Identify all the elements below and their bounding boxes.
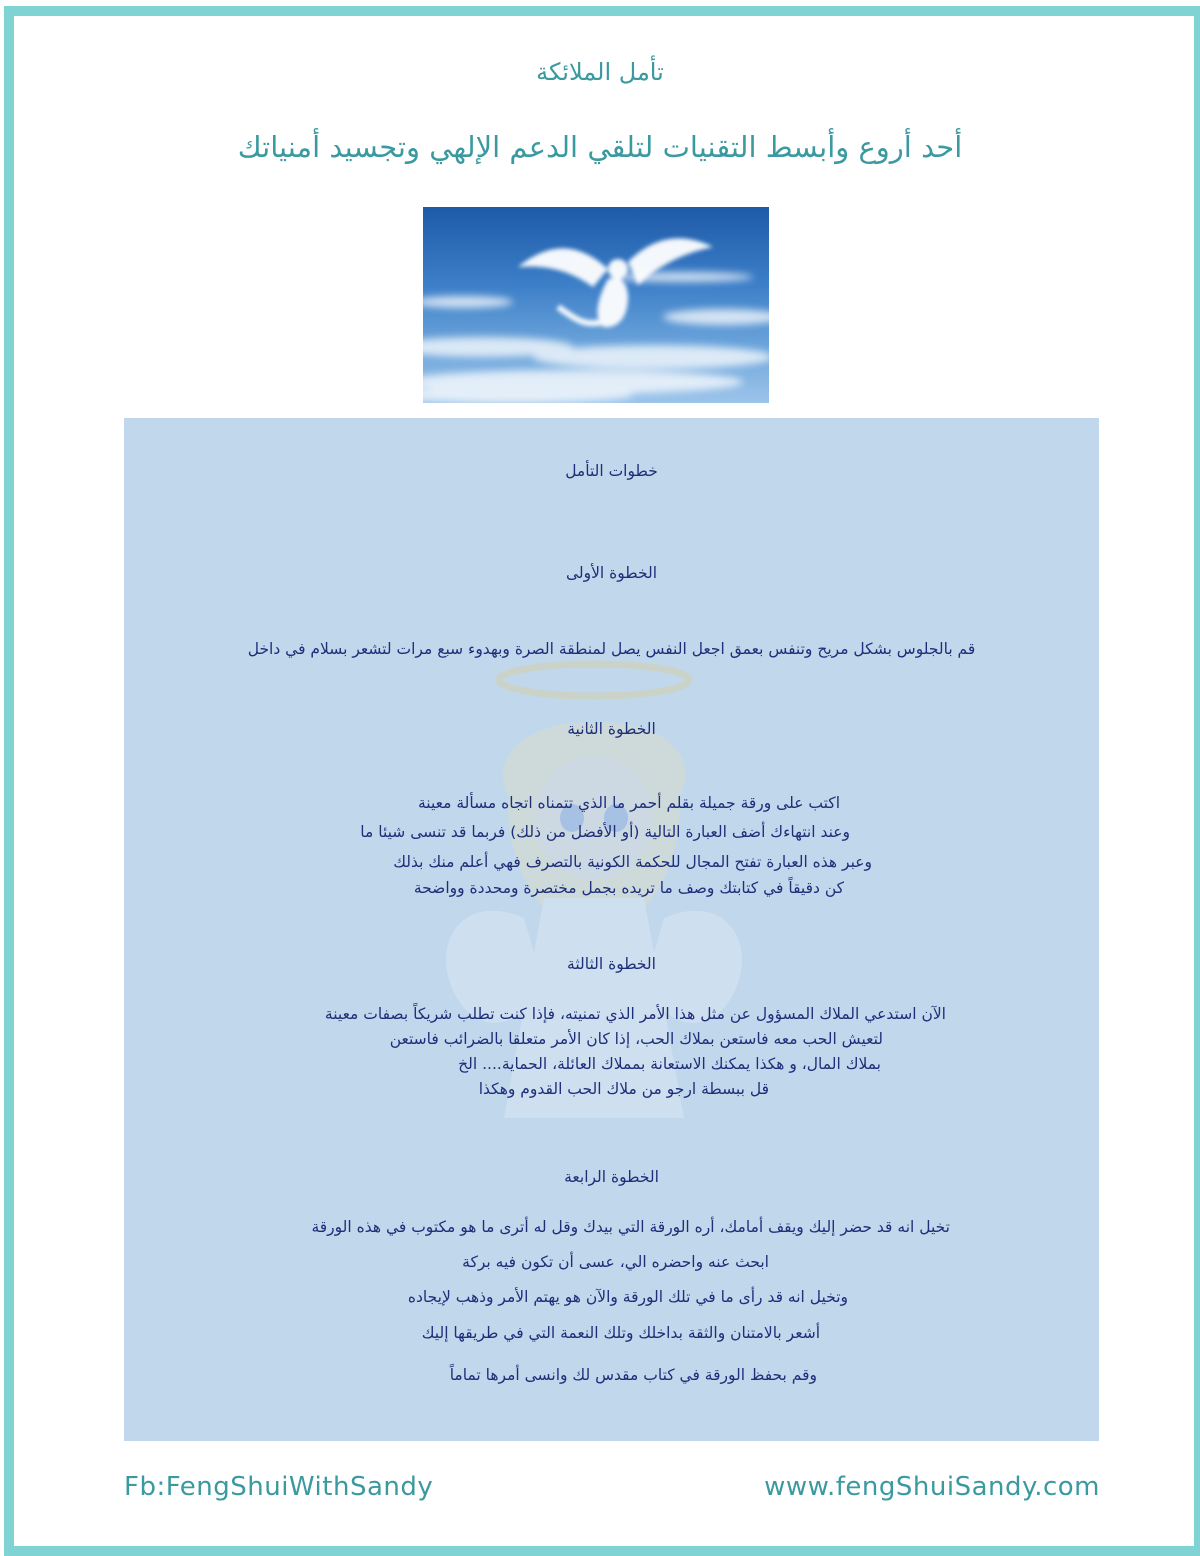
step1-text: قم بالجلوس بشكل مريح وتنفس بعمق اجعل النفس يصل لمنطقة الصرة وبهدوء سبع مرات لتشعر بسلام في داخل bbox=[247, 640, 976, 658]
step4-text-3: وتخيل انه قد رأى ما في تلك الورقة والآن هو يهتم الأمر وذهب لإيجاده bbox=[407, 1288, 848, 1306]
step2-text-2: وعند انتهاءك أضف العبارة التالية (أو الأفضل من ذلك) فربما قد تنسى شيئا ما bbox=[360, 823, 850, 841]
step4-title: الخطوة الرابعة bbox=[564, 1168, 659, 1186]
website-link[interactable]: www.fengShuiSandy.com bbox=[764, 1472, 1100, 1502]
step4-text-1: تخيل انه قد حضر إليك ويقف أمامك، أره الورقة التي بيدك وقل له أترى ما هو مكتوب في هذه الورقة bbox=[311, 1218, 950, 1236]
step2-text-1: اكتب على ورقة جميلة بقلم أحمر ما الذي تتمناه اتجاه مسألة معينة bbox=[417, 794, 840, 812]
page-subtitle: أحد أروع وأبسط التقنيات لتلقي الدعم الإلهي وتجسيد أمنياتك bbox=[237, 130, 963, 164]
meditation-steps-panel bbox=[124, 418, 1099, 1441]
facebook-link[interactable]: Fb:FengShuiWithSandy bbox=[124, 1472, 434, 1502]
angel-cloud-image bbox=[423, 207, 769, 403]
steps-heading: خطوات التأمل bbox=[565, 462, 658, 480]
step1-title: الخطوة الأولى bbox=[565, 564, 658, 582]
step3-text-4: قل ببسطة ارجو من ملاك الحب القدوم وهكذا bbox=[478, 1080, 769, 1098]
step2-text-4: كن دقيقاً في كتابتك وصف ما تريده بجمل مختصرة ومحددة وواضحة bbox=[413, 879, 844, 897]
step3-text-3: بملاك المال، و هكذا يمكنك الاستعانة بمملاك العائلة، الحماية.... الخ bbox=[458, 1055, 881, 1073]
step2-title: الخطوة الثانية bbox=[567, 720, 656, 738]
step3-text-1: الآن استدعي الملاك المسؤول عن مثل هذا الأمر الذي تمنيته، فإذا كنت تطلب شريكاً بصفات معينة bbox=[324, 1005, 946, 1023]
step3-text-2: لتعيش الحب معه فاستعن بملاك الحب، إذا كان الأمر متعلقا بالضرائب فاستعن bbox=[389, 1030, 883, 1048]
page-title: تأمل الملائكة bbox=[536, 58, 664, 86]
step4-text-5: وقم بحفظ الورقة في كتاب مقدس لك وانسى أمرها تماماً bbox=[449, 1366, 817, 1384]
step4-text-2: ابحث عنه واحضره الي، عسى أن تكون فيه بركة bbox=[462, 1253, 769, 1271]
step3-title: الخطوة الثالثة bbox=[567, 955, 656, 973]
step2-text-3: وعبر هذه العبارة تفتح المجال للحكمة الكونية بالتصرف فهي أعلم منك بذلك bbox=[393, 853, 872, 871]
step4-text-4: أشعر بالامتنان والثقة بداخلك وتلك النعمة التي في طريقها إليك bbox=[421, 1324, 820, 1342]
